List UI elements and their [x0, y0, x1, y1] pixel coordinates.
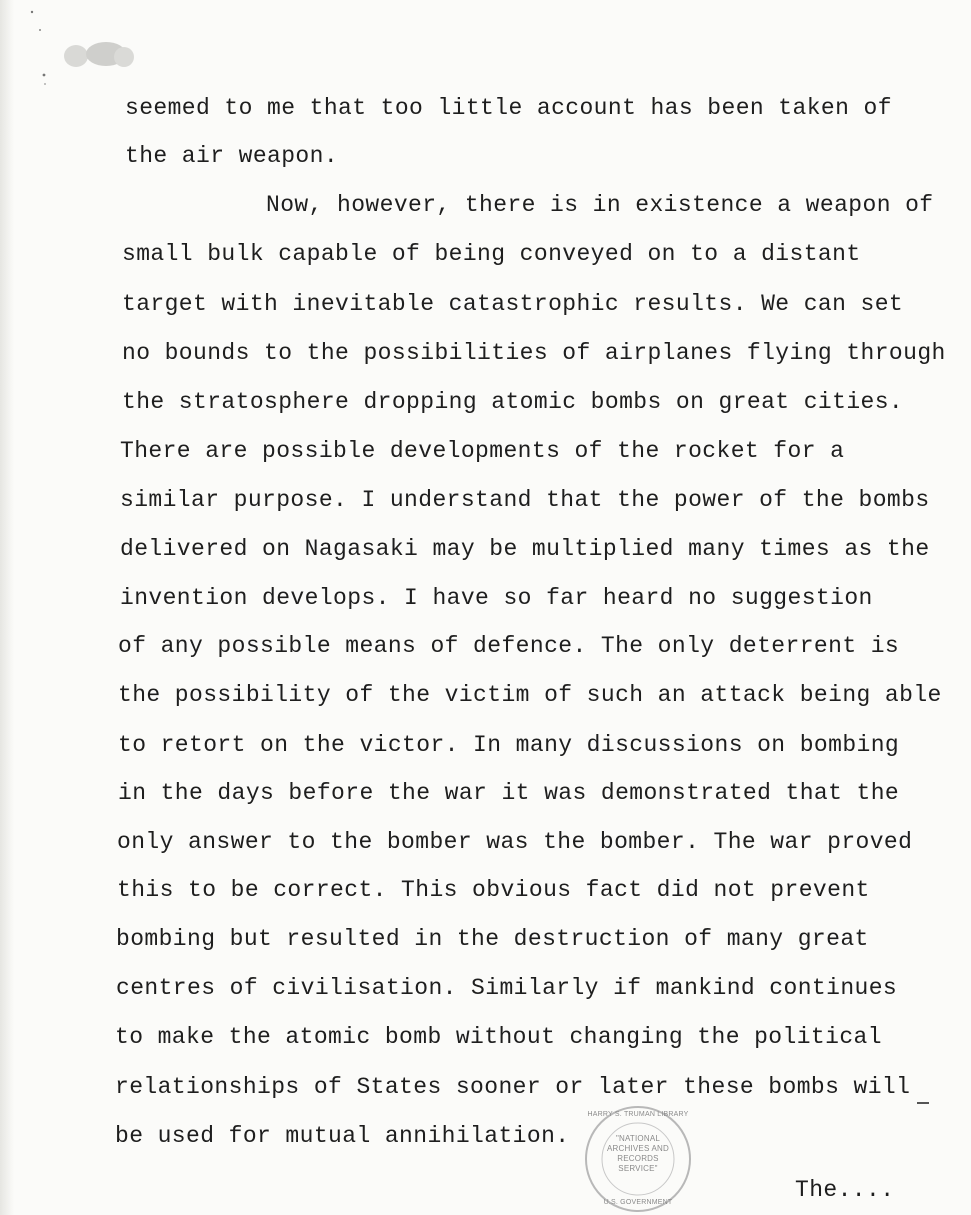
- stamp-line-1: "NATIONAL: [615, 1134, 661, 1143]
- page-edge-shadow: [0, 0, 14, 1215]
- text-line-12: of any possible means of defence. The only deterrent is: [118, 633, 900, 659]
- text-line-3: Now, however, there is in existence a weapon of: [266, 192, 934, 218]
- archive-stamp: [578, 1104, 698, 1214]
- text-line-18: bombing but resulted in the destruction of many great: [116, 926, 869, 952]
- text-line-17: this to be correct. This obvious fact did not prevent: [117, 877, 870, 903]
- paper-specks: [0, 0, 60, 100]
- margin-dash-mark: [917, 1102, 929, 1104]
- text-line-20: to make the atomic bomb without changing the political: [115, 1024, 882, 1050]
- text-line-15: in the days before the war it was demonstrated that the: [118, 780, 900, 806]
- stamp-bottom-text: U.S. GOVERNMENT: [603, 1199, 673, 1206]
- punch-hole-mark: [62, 40, 140, 70]
- text-line-16: only answer to the bomber was the bomber. The war proved: [117, 829, 913, 855]
- catchword: The....: [795, 1177, 895, 1203]
- text-line-22: be used for mutual annihilation.: [115, 1123, 570, 1149]
- text-line-10: delivered on Nagasaki may be multiplied many times as the: [120, 536, 930, 562]
- text-line-11: invention develops. I have so far heard no suggestion: [120, 585, 873, 611]
- text-line-6: no bounds to the possibilities of airplanes flying through: [122, 340, 946, 366]
- text-line-8: There are possible developments of the rocket for a: [120, 438, 845, 464]
- text-line-19: centres of civilisation. Similarly if mankind continues: [116, 975, 898, 1001]
- stamp-ring-text: HARRY S. TRUMAN LIBRARY: [587, 1111, 689, 1118]
- text-line-7: the stratosphere dropping atomic bombs on great cities.: [122, 389, 904, 415]
- text-line-14: to retort on the victor. In many discussions on bombing: [118, 732, 900, 758]
- text-line-2: the air weapon.: [125, 143, 339, 169]
- text-line-1: seemed to me that too little account has been taken of: [125, 95, 892, 121]
- text-line-9: similar purpose. I understand that the power of the bombs: [120, 487, 930, 513]
- text-line-5: target with inevitable catastrophic results. We can set: [122, 291, 904, 317]
- text-line-21: relationships of States sooner or later these bombs will: [115, 1074, 911, 1100]
- stamp-line-2: ARCHIVES AND: [607, 1144, 669, 1153]
- text-line-4: small bulk capable of being conveyed on to a distant: [122, 241, 861, 267]
- stamp-line-3: RECORDS: [617, 1154, 659, 1163]
- text-line-13: the possibility of the victim of such an attack being able: [118, 682, 942, 708]
- stamp-line-4: SERVICE": [618, 1164, 658, 1173]
